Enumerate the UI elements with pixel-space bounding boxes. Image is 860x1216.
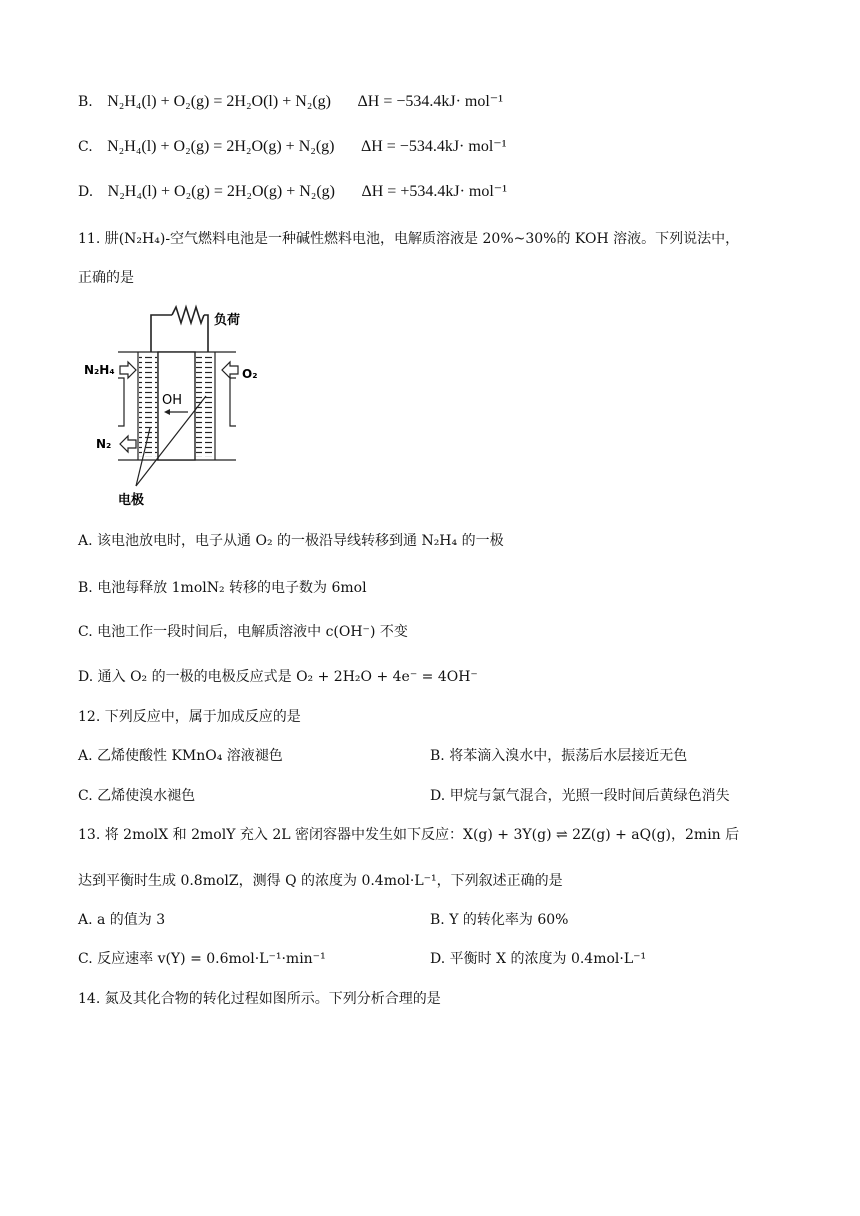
q11-option-a: A. 该电池放电时，电子从通 O₂ 的一极沿导线转移到通 N₂H₄ 的一极 <box>78 533 504 549</box>
q10-option-c <box>78 137 507 157</box>
q13-option-a: A. a 的值为 3 <box>78 912 166 928</box>
o2-inlet-arrow-icon <box>222 362 238 378</box>
q12-option-d: D. 甲烷与氯气混合，光照一段时间后黄绿色消失 <box>430 788 730 804</box>
electrode-label: 电极 <box>118 493 145 508</box>
q10-option-b-label: B. <box>78 94 93 110</box>
left-electrode <box>139 355 157 457</box>
load-resistor-icon <box>172 307 204 323</box>
o2-inlet-label: O₂ <box>242 367 258 381</box>
hydroxide-label: OH <box>162 393 183 408</box>
fuel-cell-diagram <box>84 300 274 515</box>
q10-option-c-equation: N₂H₄(l) + O₂(g) = 2H₂O(g) + N₂(g) <box>107 138 335 155</box>
q12-option-c: C. 乙烯使溴水褪色 <box>78 788 196 804</box>
n2-outlet-label: N₂ <box>96 437 112 451</box>
q10-option-d-enthalpy: ΔH = +534.4kJ· mol⁻¹ <box>361 183 508 200</box>
q11-stem-line1: 11. 肼(N₂H₄)-空气燃料电池是一种碱性燃料电池，电解质溶液是 20%~30%的 KOH 溶液。下列说法中， <box>78 231 740 247</box>
q13-option-b: B. Y 的转化率为 60% <box>430 912 569 928</box>
q10-option-b-equation: N₂H₄(l) + O₂(g) = 2H₂O(l) + N₂(g) <box>107 93 332 110</box>
q11-stem-line2: 正确的是 <box>78 270 134 286</box>
q13-option-d: D. 平衡时 X 的浓度为 0.4mol·L⁻¹ <box>430 951 647 967</box>
q12-option-a: A. 乙烯使酸性 KMnO₄ 溶液褪色 <box>78 748 283 764</box>
q10-option-d-equation: N₂H₄(l) + O₂(g) = 2H₂O(g) + N₂(g) <box>107 183 335 200</box>
q13-option-c: C. 反应速率 v(Y) = 0.6mol·L⁻¹·min⁻¹ <box>78 951 326 967</box>
q10-option-d <box>78 182 507 202</box>
q11-option-b: B. 电池每释放 1molN₂ 转移的电子数为 6mol <box>78 580 367 596</box>
q11-option-c: C. 电池工作一段时间后，电解质溶液中 c(OH⁻) 不变 <box>78 624 408 640</box>
q12-option-b: B. 将苯滴入溴水中，振荡后水层接近无色 <box>430 748 688 764</box>
n2-outlet-arrow-icon <box>120 436 136 452</box>
n2h4-inlet-arrow-icon <box>120 362 136 378</box>
load-label: 负荷 <box>214 313 241 328</box>
n2h4-inlet-label: N₂H₄ <box>84 363 115 377</box>
q10-option-b-enthalpy: ΔH = −534.4kJ· mol⁻¹ <box>357 93 504 110</box>
q11-option-d: D. 通入 O₂ 的一极的电极反应式是 O₂ + 2H₂O + 4e⁻ = 4OH⁻ <box>78 669 478 685</box>
external-circuit <box>151 307 208 352</box>
q14-stem: 14. 氮及其化合物的转化过程如图所示。下列分析合理的是 <box>78 991 441 1007</box>
q10-option-c-enthalpy: ΔH = −534.4kJ· mol⁻¹ <box>360 138 507 155</box>
q10-option-d-label: D. <box>78 184 94 200</box>
q10-option-b <box>78 92 503 112</box>
q12-stem: 12. 下列反应中，属于加成反应的是 <box>78 709 301 725</box>
q13-stem-line1: 13. 将 2molX 和 2molY 充入 2L 密闭容器中发生如下反应：X(g) + 3Y(g) ⇌ 2Z(g) + aQ(g)，2min 后 <box>78 827 740 843</box>
q13-stem-line2: 达到平衡时生成 0.8molZ，测得 Q 的浓度为 0.4mol·L⁻¹，下列叙述正确的是 <box>78 873 563 889</box>
q10-option-c-label: C. <box>78 139 93 155</box>
